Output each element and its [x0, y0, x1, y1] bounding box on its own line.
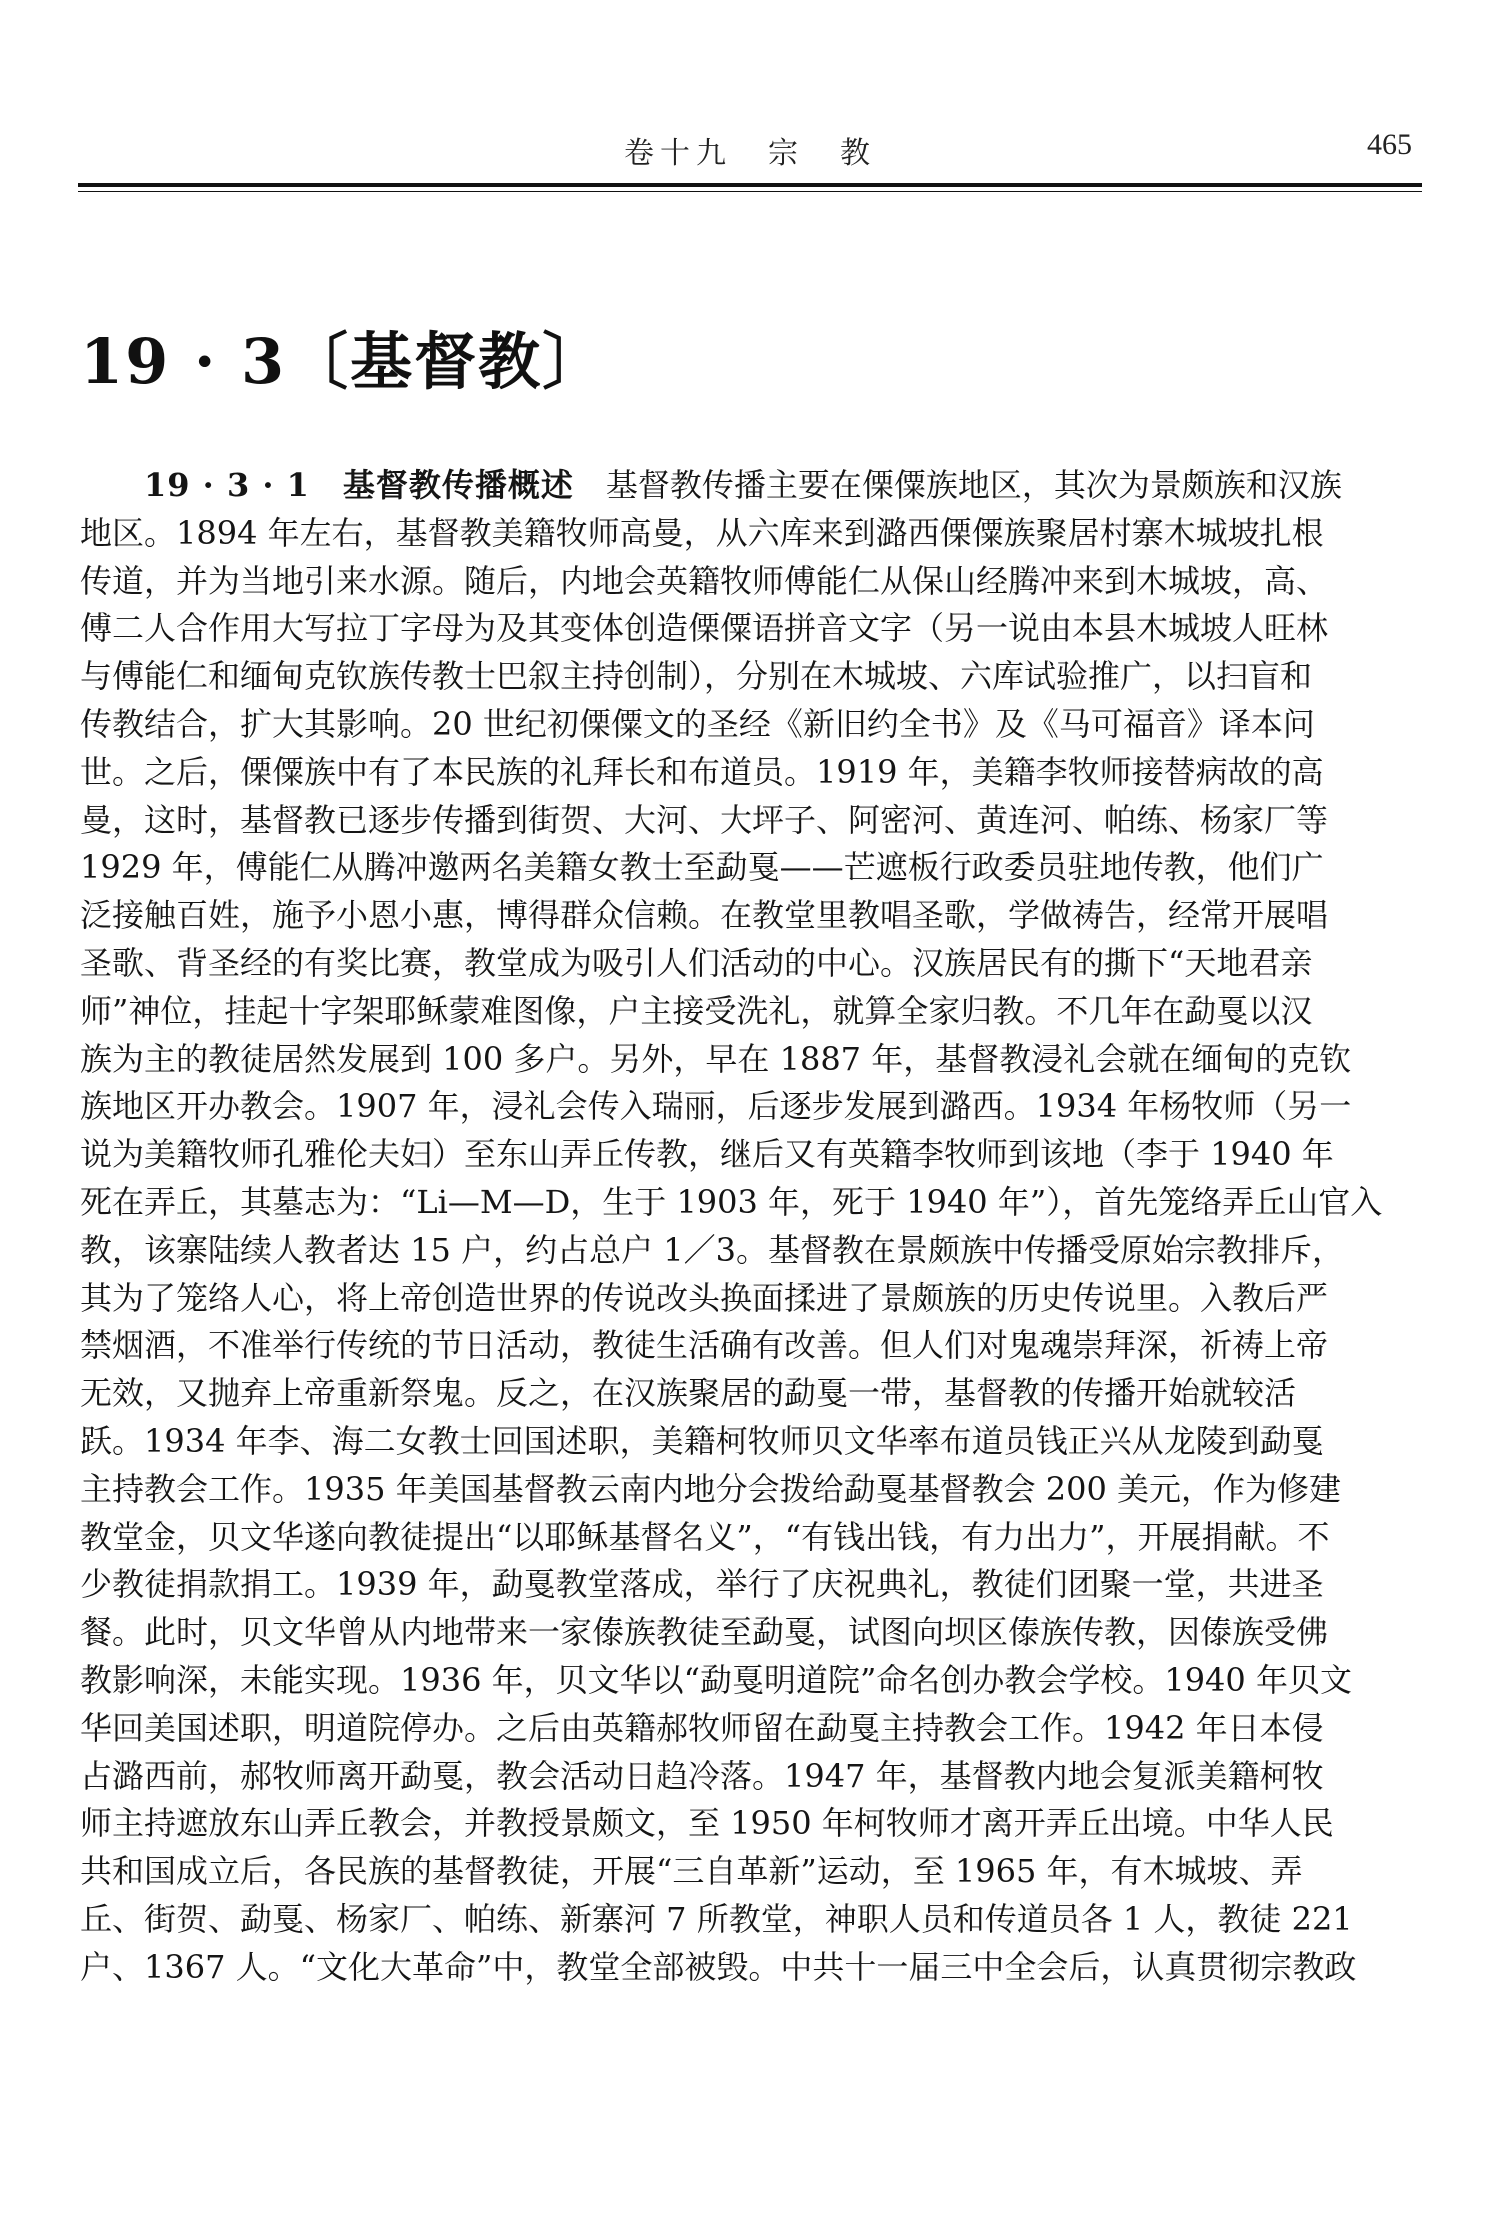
- text-line: 族为主的教徒居然发展到 100 多户。另外，早在 1887 年，基督教浸礼会就在缅甸的克钦: [80, 1039, 1352, 1078]
- text-line: 师主持遮放东山弄丘教会，并教授景颇文，至 1950 年柯牧师才离开弄丘出境。中华人民: [80, 1804, 1334, 1843]
- text-line: 华回美国述职，明道院停办。之后由英籍郝牧师留在勐戛主持教会工作。1942 年日本侵: [80, 1708, 1324, 1747]
- text-line: 地区。1894 年左右，基督教美籍牧师高曼，从六库来到潞西傈僳族聚居村寨木城坡扎根: [80, 513, 1324, 552]
- text-line: 跃。1934 年李、海二女教士回国述职，美籍柯牧师贝文华率布道员钱正兴从龙陵到勐戛: [80, 1421, 1324, 1460]
- text-line: 传道，并为当地引来水源。随后，内地会英籍牧师傅能仁从保山经腾冲来到木城坡，高、: [80, 561, 1329, 600]
- text-line: 师”神位，挂起十字架耶稣蒙难图像，户主接受洗礼，就算全家归教。不几年在勐戛以汉: [80, 991, 1313, 1030]
- text-line: 少教徒捐款捐工。1939 年，勐戛教堂落成，举行了庆祝典礼，教徒们团聚一堂，共进圣: [80, 1565, 1324, 1604]
- body-text: [80, 462, 1425, 1992]
- text-line: 1929 年，傅能仁从腾冲邀两名美籍女教士至勐戛——芒遮板行政委员驻地传教，他们广: [80, 848, 1324, 887]
- text-line: 其为了笼络人心，将上帝创造世界的传说改头换面揉进了景颇族的历史传说里。入教后严: [80, 1278, 1329, 1317]
- text-line: 主持教会工作。1935 年美国基督教云南内地分会拨给勐戛基督教会 200 美元，作为修建: [80, 1469, 1342, 1508]
- page-number: 465: [1367, 128, 1412, 161]
- text-line: 基督教传播主要在傈僳族地区，其次为景颇族和汉族: [573, 466, 1342, 504]
- text-line: 傅二人合作用大写拉丁字母为及其变体创造傈僳语拼音文字（另一说由本县木城坡人旺林: [80, 609, 1329, 648]
- text-line: 禁烟酒，不准举行传统的节日活动，教徒生活确有改善。但人们对鬼魂崇拜深，祈祷上帝: [80, 1326, 1329, 1365]
- text-line: 餐。此时，贝文华曾从内地带来一家傣族教徒至勐戛，试图向坝区傣族传教，因傣族受佛: [80, 1613, 1329, 1652]
- text-line: 世。之后，傈僳族中有了本民族的礼拜长和布道员。1919 年，美籍李牧师接替病故的高: [80, 752, 1324, 791]
- text-line: 教影响深，未能实现。1936 年，贝文华以“勐戛明道院”命名创办教会学校。1940 年贝文: [80, 1660, 1352, 1699]
- running-head: [80, 128, 1420, 171]
- text-line: 曼，这时，基督教已逐步传播到街贺、大河、大坪子、阿密河、黄连河、帕练、杨家厂等: [80, 800, 1329, 839]
- text-line: 户、1367 人。“文化大革命”中，教堂全部被毁。中共十一届三中全会后，认真贯彻宗教政: [80, 1947, 1357, 1986]
- text-line: 圣歌、背圣经的有奖比赛，教堂成为吸引人们活动的中心。汉族居民有的撕下“天地君亲: [80, 943, 1313, 982]
- first-line: [80, 462, 1425, 510]
- text-line: 传教结合，扩大其影响。20 世纪初傈僳文的圣经《新旧约全书》及《马可福音》译本问: [80, 704, 1315, 743]
- text-line: 教堂金，贝文华遂向教徒提出“以耶稣基督名义”，“有钱出钱，有力出力”，开展捐献。不: [80, 1517, 1330, 1556]
- section-heading: 19 · 3〔基督教〕: [80, 325, 607, 398]
- text-line: 说为美籍牧师孔雅伦夫妇）至东山弄丘传教，继后又有英籍李牧师到该地（李于 1940 年: [80, 1135, 1334, 1174]
- text-line: 共和国成立后，各民族的基督教徒，开展“三自革新”运动，至 1965 年，有木城坡、弄: [80, 1852, 1303, 1891]
- text-line: 泛接触百姓，施予小恩小惠，博得群众信赖。在教堂里教唱圣歌，学做祷告，经常开展唱: [80, 896, 1329, 935]
- header-rule-thick: [78, 183, 1422, 187]
- text-line: 死在弄丘，其墓志为：“Li—M—D，生于 1903 年，死于 1940 年”），首先笼络弄丘山官入: [80, 1182, 1383, 1221]
- subsection-heading: 19 · 3 · 1 基督教传播概述: [144, 466, 574, 504]
- running-title: 卷十九 宗 教: [624, 136, 876, 171]
- text-line: 与傅能仁和缅甸克钦族传教士巴叙主持创制），分别在木城坡、六库试验推广，以扫盲和: [80, 657, 1313, 696]
- text-line: 无效，又抛弃上帝重新祭鬼。反之，在汉族聚居的勐戛一带，基督教的传播开始就较活: [80, 1374, 1297, 1413]
- text-line: 丘、街贺、勐戛、杨家厂、帕练、新寨河 7 所教堂，神职人员和传道员各 1 人，教徒 221: [80, 1899, 1353, 1938]
- text-line: 占潞西前，郝牧师离开勐戛，教会活动日趋冷落。1947 年，基督教内地会复派美籍柯牧: [80, 1756, 1324, 1795]
- text-line: 族地区开办教会。1907 年，浸礼会传入瑞丽，后逐步发展到潞西。1934 年杨牧师（另一: [80, 1087, 1352, 1126]
- text-line: 教，该寨陆续人教者达 15 户，约占总户 1／3。基督教在景颇族中传播受原始宗教排斥，: [80, 1230, 1344, 1269]
- header-rule-thin: [78, 191, 1422, 192]
